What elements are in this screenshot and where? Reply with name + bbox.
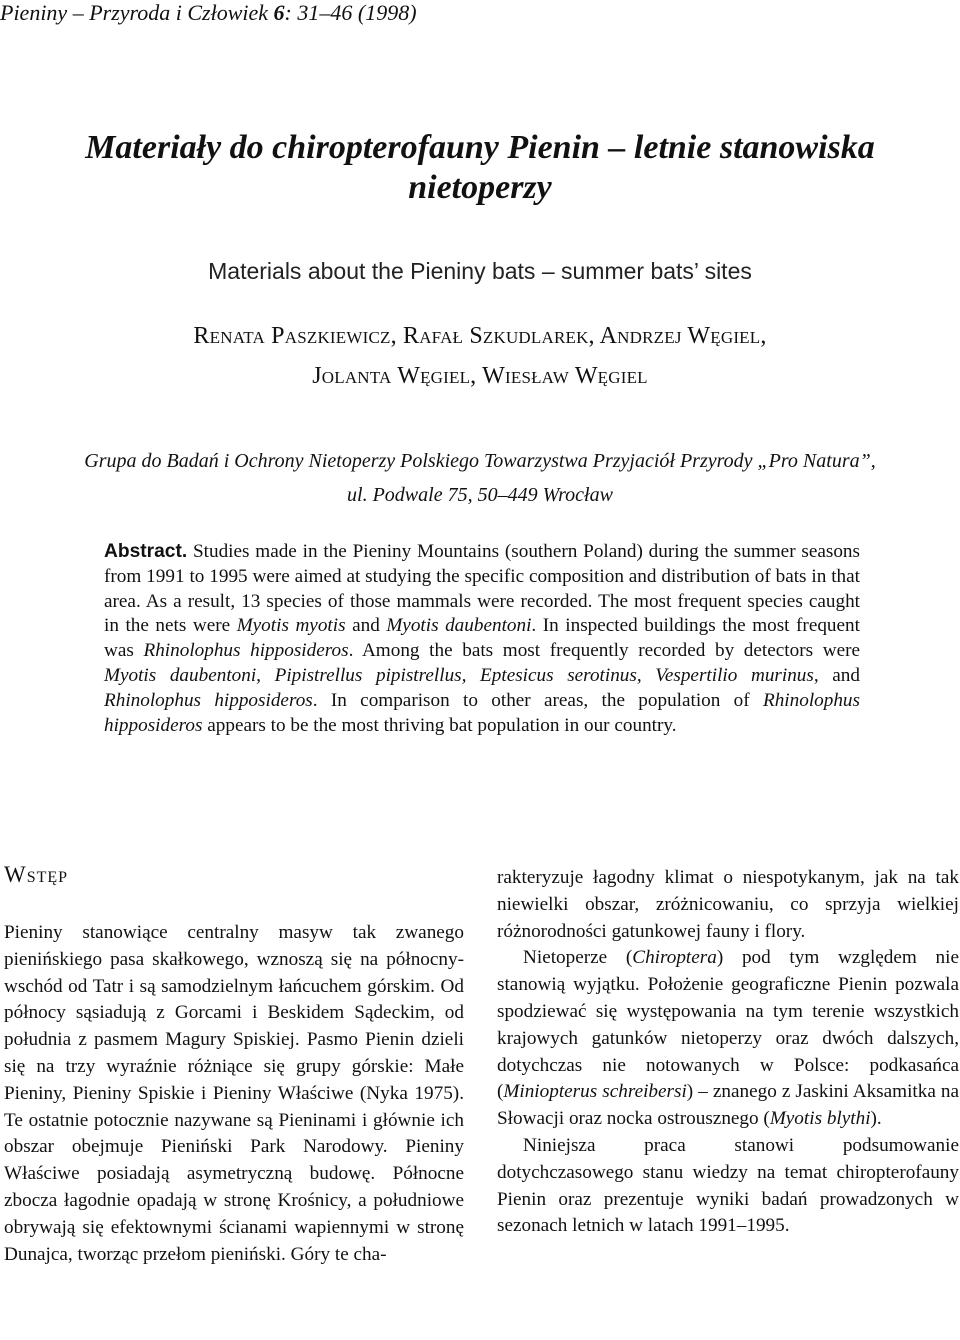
species-name: Rhinolophus hipposideros bbox=[143, 640, 349, 662]
paragraph bbox=[497, 945, 959, 1133]
species-name: Rhinolophus hipposideros bbox=[104, 689, 860, 736]
journal-name: Pieniny – Przyroda i Człowiek bbox=[0, 0, 274, 25]
affiliation-line-2: ul. Podwale 75, 50–449 Wrocław bbox=[347, 484, 613, 506]
left-column bbox=[4, 920, 464, 1268]
authors bbox=[0, 316, 960, 396]
abstract-text: . In comparison to other areas, the population of bbox=[312, 689, 763, 711]
species-name: Myotis daubentoni, Pipistrellus pipistrellus, Eptesicus serotinus, Vespertilio murinus bbox=[104, 664, 814, 686]
abstract-text: . Among the bats most frequently recorded by detectors were bbox=[348, 640, 860, 662]
paragraph: rakteryzuje łagodny klimat o niespotykanym, jak na tak niewielki obszar, zróżnicowaniu, co sprzyja wielkiej różnorodności gatunkowej fauny i flory. bbox=[497, 867, 959, 942]
volume-number: 6 bbox=[273, 0, 285, 25]
authors-line-2: Jolanta Węgiel, Wiesław Węgiel bbox=[312, 363, 648, 389]
section-heading: Wstęp bbox=[4, 862, 69, 887]
running-head bbox=[0, 0, 417, 26]
abstract-text: . In inspected buildings the most frequent was bbox=[104, 615, 860, 662]
paragraph: Niniejsza praca stanowi podsumowanie dotychczasowego stanu wiedzy na temat chiropterofauny Pienin oraz prezentuje wyniki badań prowadzonych w sezonach letnich w latach 1991–1995. bbox=[497, 1134, 959, 1237]
paragraph-text: ) – znanego z Jaskini Aksamitka na Słowacji oraz nocka ostrousznego ( bbox=[497, 1081, 959, 1130]
paragraph-text: ) pod tym względem nie stanowią wyjątku. Położenie geograficzne Pienin pozwala spodziewać się występowania na tym terenie wszystkich krajowych gatunków nietoperzy oraz dwóch dalszych, dotychczas nie notowanych w Polsce: podkasańca ( bbox=[497, 947, 959, 1103]
abstract-text: , and bbox=[813, 664, 860, 686]
authors-line-1: Renata Paszkiewicz, Rafał Szkudlarek, Andrzej Węgiel, bbox=[193, 323, 767, 349]
pages-year: : 31–46 (1998) bbox=[284, 0, 417, 25]
title-line-2: nietoperzy bbox=[408, 169, 552, 206]
abstract-label: Abstract. bbox=[104, 541, 188, 562]
species-name: Myotis daubentoni bbox=[386, 615, 532, 637]
abstract-text: and bbox=[345, 615, 387, 637]
english-subtitle: Materials about the Pieniny bats – summer bats’ sites bbox=[208, 258, 752, 284]
abstract-text: Studies made in the Pieniny Mountains (southern Poland) during the summer seasons from 1991 to 1995 were aimed at studying the specific composition and distribution of bats in that area. As a result, 13 species of those mammals were recorded. The most frequent species caught in the nets were bbox=[104, 541, 860, 637]
paragraph: Pieniny stanowiące centralny masyw tak zwanego pienińskiego pasa skałkowego, wznoszą się na północny-wschód od Tatr i są samodzielnym łańcuchem górskim. Od północy sąsiadują z Gorcami i Beskidem Sądeckim, od południa z pasmem Magury Spiskiej. Pasmo Pienin dzieli się na trzy wyraźnie różniące się grupy górskie: Małe Pieniny, Pieniny Spiskie i Pieniny Właściwe (Nyka 1975). Te ostatnie potocznie nazywane są Pieninami i głównie ich obszar obejmuje Pieniński Park Narodowy. Pieniny Właściwe posiadają asymetryczną budowę. Północne zbocza łagodnie opadają w stronę Krośnicy, a południowe obrywają się efektownymi ścianami wapiennymi w stronę Dunajca, tworząc przełom pieniński. Góry te cha- bbox=[4, 922, 464, 1265]
paragraph-text: ). bbox=[870, 1108, 882, 1130]
abstract-text: appears to be the most thriving bat population in our country. bbox=[202, 714, 677, 736]
article-title bbox=[0, 128, 960, 208]
species-name: Rhinolophus hipposideros bbox=[104, 689, 313, 711]
affiliation bbox=[0, 444, 960, 512]
title-line-1: Materiały do chiropterofauny Pienin – letnie stanowiska bbox=[85, 129, 875, 166]
species-name: Myotis blythi bbox=[769, 1108, 871, 1130]
affiliation-line-1: Grupa do Badań i Ochrony Nietoperzy Polskiego Towarzystwa Przyjaciół Przyrody „Pro Natura”, bbox=[84, 450, 876, 472]
species-name: Myotis myotis bbox=[236, 615, 346, 637]
species-name: Miniopterus schreibersi bbox=[503, 1081, 687, 1103]
paragraph-text: Nietoperze ( bbox=[523, 947, 633, 969]
abstract bbox=[104, 540, 860, 738]
right-column bbox=[497, 865, 959, 1240]
taxon-name: Chiroptera bbox=[632, 947, 717, 969]
